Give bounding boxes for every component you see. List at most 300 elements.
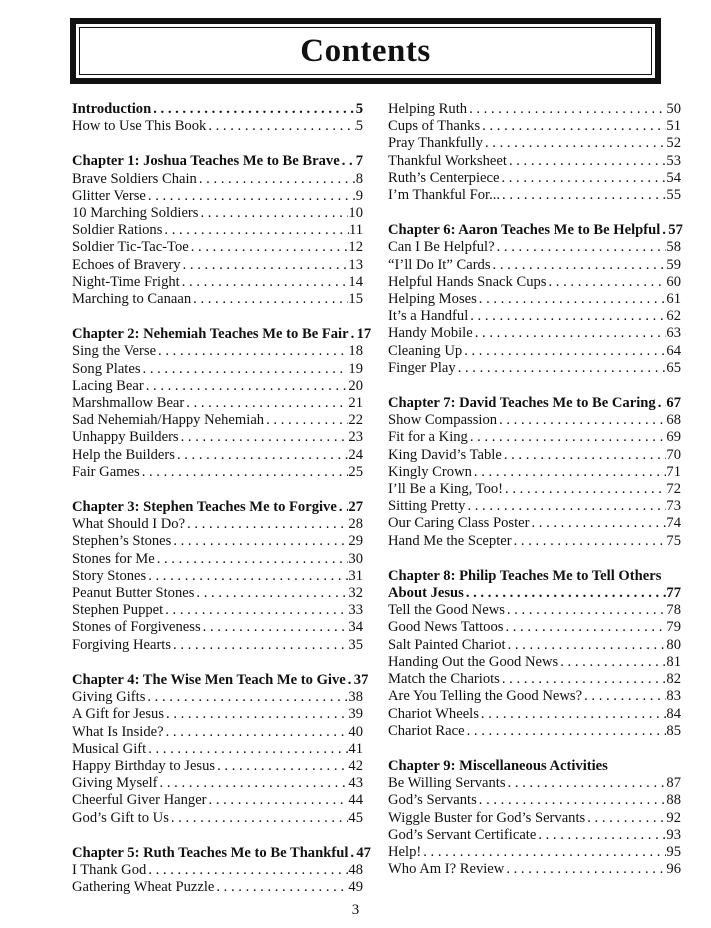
dot-leader bbox=[145, 689, 348, 706]
toc-entry bbox=[388, 325, 681, 342]
toc-entry bbox=[388, 101, 681, 118]
entry-page-number: 47 bbox=[356, 844, 371, 861]
entry-title: Who Am I? Review bbox=[388, 861, 505, 878]
entry-page-number: 10 bbox=[348, 205, 363, 222]
toc-entry bbox=[72, 862, 363, 879]
dot-leader bbox=[141, 361, 349, 378]
entry-title: Hand Me the Scepter bbox=[388, 532, 512, 549]
dot-leader bbox=[194, 585, 348, 602]
entry-title: I’m Thankful For... bbox=[388, 187, 501, 204]
entry-title: Helpful Hands Snack Cups bbox=[388, 273, 547, 290]
toc-entry bbox=[388, 844, 681, 861]
dot-leader bbox=[151, 101, 355, 118]
dot-leader bbox=[349, 326, 357, 343]
toc-entry bbox=[72, 343, 363, 360]
entry-title: Chapter 2: Nehemiah Teaches Me to Be Fair bbox=[72, 326, 349, 343]
toc-entry bbox=[72, 533, 363, 550]
entry-title: Sad Nehemiah/Happy Nehemiah bbox=[72, 412, 265, 429]
entry-title: Help! bbox=[388, 843, 422, 860]
dot-leader bbox=[164, 724, 349, 741]
dot-leader bbox=[181, 257, 349, 274]
entry-page-number: 62 bbox=[666, 308, 681, 325]
entry-page-number: 92 bbox=[666, 809, 681, 826]
entry-page-number: 87 bbox=[666, 775, 681, 792]
entry-title: Our Caring Class Poster bbox=[388, 515, 530, 532]
chapter-heading: Chapter 9: Miscellaneous Activities bbox=[388, 757, 608, 774]
entry-title: About Jesus bbox=[388, 585, 464, 602]
toc-entry bbox=[388, 464, 681, 481]
dot-leader bbox=[456, 360, 667, 377]
toc-entry bbox=[72, 706, 363, 723]
entry-page-number: 60 bbox=[666, 273, 681, 290]
entry-page-number: 31 bbox=[348, 567, 363, 584]
entry-title: God’s Servants bbox=[388, 792, 477, 809]
entry-title: God’s Servant Certificate bbox=[388, 826, 537, 843]
entry-page-number: 12 bbox=[348, 239, 363, 256]
entry-page-number: 82 bbox=[666, 671, 681, 688]
toc-entry bbox=[388, 688, 681, 705]
entry-page-number: 30 bbox=[348, 550, 363, 567]
entry-page-number: 37 bbox=[353, 671, 369, 688]
dot-leader bbox=[185, 516, 348, 533]
toc-section bbox=[72, 101, 363, 135]
title-box bbox=[70, 18, 661, 84]
toc-section bbox=[72, 499, 363, 654]
entry-title: Introduction bbox=[72, 101, 152, 117]
entry-page-number: 21 bbox=[348, 395, 363, 412]
dot-leader bbox=[468, 429, 667, 446]
toc-entry bbox=[388, 498, 681, 515]
entry-page-number: 45 bbox=[348, 809, 363, 826]
toc-entry bbox=[388, 447, 681, 464]
entry-page-number: 83 bbox=[666, 688, 681, 705]
toc-entry bbox=[388, 153, 681, 170]
dot-leader bbox=[464, 585, 667, 602]
toc-section bbox=[72, 844, 371, 897]
toc-entry bbox=[72, 464, 363, 481]
entry-page-number: 93 bbox=[666, 826, 681, 843]
toc-entry bbox=[72, 516, 363, 533]
dot-leader bbox=[477, 291, 667, 308]
entry-page-number: 64 bbox=[666, 342, 681, 359]
entry-title: Marshmallow Bear bbox=[72, 395, 185, 412]
dot-leader bbox=[502, 447, 667, 464]
dot-leader bbox=[191, 291, 348, 308]
toc-entry bbox=[72, 792, 363, 809]
entry-page-number: 13 bbox=[348, 256, 363, 273]
entry-title: Marching to Canaan bbox=[72, 291, 192, 308]
entry-page-number: 53 bbox=[666, 152, 681, 169]
entry-title: Show Compassion bbox=[388, 412, 498, 429]
entry-title: King David’s Table bbox=[388, 446, 502, 463]
toc-entry bbox=[388, 187, 681, 204]
entry-title: Stones for Me bbox=[72, 550, 155, 567]
entry-title: Are You Telling the Good News? bbox=[388, 688, 583, 705]
toc-entry bbox=[72, 775, 363, 792]
toc-entry bbox=[388, 723, 681, 740]
dot-leader bbox=[184, 395, 348, 412]
entry-page-number: 88 bbox=[666, 792, 681, 809]
entry-page-number: 69 bbox=[666, 429, 681, 446]
dot-leader bbox=[207, 792, 349, 809]
entry-page-number: 43 bbox=[348, 775, 363, 792]
toc-entry bbox=[72, 205, 363, 222]
toc-entry bbox=[388, 135, 681, 152]
dot-leader bbox=[340, 153, 356, 170]
entry-title: Gathering Wheat Puzzle bbox=[72, 879, 215, 896]
toc-section bbox=[388, 222, 681, 377]
entry-page-number: 71 bbox=[666, 463, 681, 480]
chapter-entry bbox=[72, 153, 363, 170]
toc-entry bbox=[388, 481, 681, 498]
dot-leader bbox=[146, 862, 348, 879]
toc-section bbox=[388, 758, 681, 878]
toc-entry bbox=[72, 257, 363, 274]
entry-title: Sitting Pretty bbox=[388, 498, 466, 515]
dot-leader bbox=[164, 706, 348, 723]
toc-left-column bbox=[72, 101, 372, 914]
toc-entry bbox=[388, 654, 681, 671]
toc-entry bbox=[72, 378, 363, 395]
toc-entry bbox=[72, 551, 363, 568]
entry-page-number: 67 bbox=[666, 395, 681, 412]
dot-leader bbox=[264, 412, 348, 429]
dot-leader bbox=[558, 654, 666, 671]
entry-page-number: 34 bbox=[348, 619, 363, 636]
toc-entry bbox=[72, 429, 363, 446]
chapter-heading: Chapter 8: Philip Teaches Me to Tell Others bbox=[388, 567, 662, 584]
entry-page-number: 58 bbox=[666, 239, 681, 256]
entry-title: Stones of Forgiveness bbox=[72, 619, 201, 636]
chapter-entry bbox=[388, 585, 681, 602]
entry-title: Unhappy Builders bbox=[72, 429, 179, 446]
entry-title: What Is Inside? bbox=[72, 723, 164, 740]
entry-title: Helping Moses bbox=[388, 291, 477, 308]
dot-leader bbox=[656, 395, 667, 412]
entry-page-number: 63 bbox=[666, 325, 681, 342]
toc-section bbox=[388, 395, 681, 550]
toc-section bbox=[72, 671, 369, 827]
toc-entry bbox=[72, 118, 363, 135]
toc-entry bbox=[388, 257, 681, 274]
entry-page-number: 35 bbox=[348, 636, 363, 653]
entry-title: Stephen’s Stones bbox=[72, 533, 172, 550]
toc-entry bbox=[388, 429, 681, 446]
entry-page-number: 85 bbox=[666, 722, 681, 739]
dot-leader bbox=[512, 533, 667, 550]
toc-entry bbox=[72, 188, 363, 205]
toc-entry bbox=[72, 568, 363, 585]
toc-section bbox=[72, 326, 372, 481]
entry-title: Chariot Wheels bbox=[388, 705, 479, 722]
toc-entry bbox=[72, 879, 363, 896]
toc-entry bbox=[388, 360, 681, 377]
toc-entry bbox=[72, 239, 363, 256]
entry-title: I’ll Be a King, Too! bbox=[388, 481, 504, 498]
toc-entry bbox=[72, 395, 363, 412]
dot-leader bbox=[189, 239, 349, 256]
dot-leader bbox=[346, 672, 354, 689]
toc-entry bbox=[72, 274, 363, 291]
page-number: 3 bbox=[351, 902, 360, 918]
toc-entry bbox=[72, 602, 363, 619]
entry-title: Fit for a King bbox=[388, 429, 468, 446]
entry-title: God’s Gift to Us bbox=[72, 809, 169, 826]
entry-title: Tell the Good News bbox=[388, 602, 505, 619]
toc-entry bbox=[388, 810, 681, 827]
dot-leader bbox=[472, 464, 666, 481]
entry-page-number: 65 bbox=[666, 359, 681, 376]
entry-page-number: 8 bbox=[355, 170, 363, 187]
dot-leader bbox=[163, 602, 348, 619]
toc-section bbox=[388, 568, 681, 740]
dot-leader bbox=[547, 274, 667, 291]
dot-leader bbox=[503, 481, 666, 498]
entry-page-number: 73 bbox=[666, 498, 681, 515]
dot-leader bbox=[144, 378, 349, 395]
dot-leader bbox=[201, 619, 349, 636]
entry-page-number: 57 bbox=[668, 222, 683, 239]
entry-page-number: 41 bbox=[348, 740, 363, 757]
entry-title: 10 Marching Soldiers bbox=[72, 205, 199, 222]
dot-leader bbox=[468, 308, 666, 325]
entry-page-number: 24 bbox=[348, 446, 363, 463]
entry-title: Cleaning Up bbox=[388, 342, 463, 359]
entry-title: Chapter 5: Ruth Teaches Me to Be Thankful bbox=[72, 844, 349, 861]
dot-leader bbox=[421, 844, 666, 861]
dot-leader bbox=[467, 101, 666, 118]
entry-page-number: 23 bbox=[348, 429, 363, 446]
toc-entry bbox=[72, 741, 363, 758]
toc-entry bbox=[72, 447, 363, 464]
entry-title: I Thank God bbox=[72, 861, 147, 878]
toc-entry bbox=[72, 585, 363, 602]
toc-section bbox=[72, 153, 363, 308]
dot-leader bbox=[582, 688, 666, 705]
entry-title: Forgiving Hearts bbox=[72, 636, 172, 653]
entry-page-number: 49 bbox=[348, 879, 363, 896]
chapter-entry bbox=[72, 499, 363, 516]
entry-page-number: 81 bbox=[666, 653, 681, 670]
dot-leader bbox=[198, 205, 348, 222]
entry-title: Giving Myself bbox=[72, 775, 158, 792]
toc-section bbox=[388, 101, 681, 204]
entry-title: Good News Tattoos bbox=[388, 619, 504, 636]
toc-entry bbox=[72, 724, 363, 741]
entry-page-number: 40 bbox=[348, 723, 363, 740]
entry-title: Story Stones bbox=[72, 567, 147, 584]
entry-title: How to Use This Book bbox=[72, 118, 207, 135]
entry-page-number: 7 bbox=[355, 153, 363, 170]
entry-page-number: 68 bbox=[666, 412, 681, 429]
entry-title: Stephen Puppet bbox=[72, 602, 164, 619]
toc-entry bbox=[388, 533, 681, 550]
dot-leader bbox=[483, 135, 666, 152]
entry-title: Giving Gifts bbox=[72, 689, 146, 706]
dot-leader bbox=[465, 498, 666, 515]
toc-entry bbox=[388, 291, 681, 308]
dot-leader bbox=[337, 499, 349, 516]
entry-title: Chapter 7: David Teaches Me to Be Caring bbox=[388, 395, 656, 412]
entry-title: Lacing Bear bbox=[72, 377, 144, 394]
entry-title: Soldier Tic-Tac-Toe bbox=[72, 239, 189, 256]
entry-title: Salt Painted Chariot bbox=[388, 636, 506, 653]
toc-entry bbox=[388, 602, 681, 619]
entry-page-number: 39 bbox=[348, 706, 363, 723]
entry-page-number: 32 bbox=[348, 585, 363, 602]
toc-entry bbox=[388, 118, 681, 135]
entry-title: Musical Gift bbox=[72, 740, 147, 757]
entry-page-number: 61 bbox=[666, 291, 681, 308]
toc-right-column bbox=[388, 101, 681, 896]
entry-title: Wiggle Buster for God’s Servants bbox=[388, 809, 586, 826]
entry-page-number: 79 bbox=[666, 619, 681, 636]
entry-title: Echoes of Bravery bbox=[72, 256, 181, 273]
dot-leader bbox=[660, 222, 668, 239]
entry-title: Match the Chariots bbox=[388, 671, 500, 688]
chapter-entry bbox=[388, 222, 681, 239]
toc-entry bbox=[388, 515, 681, 532]
entry-title: A Gift for Jesus bbox=[72, 706, 165, 723]
entry-page-number: 77 bbox=[666, 585, 681, 602]
entry-page-number: 29 bbox=[348, 533, 363, 550]
toc-entry bbox=[72, 810, 363, 827]
entry-title: Finger Play bbox=[388, 359, 456, 376]
dot-leader bbox=[155, 551, 349, 568]
entry-title: Cheerful Giver Hanger bbox=[72, 792, 207, 809]
dot-leader bbox=[506, 637, 667, 654]
entry-page-number: 75 bbox=[666, 532, 681, 549]
toc-entry bbox=[388, 239, 681, 256]
entry-page-number: 74 bbox=[666, 515, 681, 532]
toc-entry bbox=[72, 171, 363, 188]
dot-leader bbox=[480, 118, 666, 135]
entry-page-number: 17 bbox=[356, 326, 372, 343]
dot-leader bbox=[215, 758, 348, 775]
toc-entry bbox=[388, 861, 681, 878]
entry-page-number: 22 bbox=[348, 412, 363, 429]
toc-entry bbox=[388, 412, 681, 429]
dot-leader bbox=[536, 827, 666, 844]
entry-page-number: 5 bbox=[355, 101, 363, 117]
entry-page-number: 28 bbox=[348, 516, 363, 533]
toc-entry bbox=[72, 412, 363, 429]
entry-page-number: 50 bbox=[666, 101, 681, 117]
entry-title: Brave Soldiers Chain bbox=[72, 170, 197, 187]
dot-leader bbox=[479, 706, 666, 723]
dot-leader bbox=[348, 845, 356, 862]
toc-entry bbox=[72, 361, 363, 378]
dot-leader bbox=[473, 325, 667, 342]
dot-leader bbox=[171, 533, 348, 550]
dot-leader bbox=[462, 343, 666, 360]
entry-page-number: 19 bbox=[348, 360, 363, 377]
entry-title: Handing Out the Good News bbox=[388, 653, 559, 670]
entry-page-number: 18 bbox=[348, 343, 363, 360]
entry-title: Ruth’s Centerpiece bbox=[388, 169, 500, 186]
dot-leader bbox=[140, 464, 349, 481]
chapter-entry bbox=[72, 101, 363, 118]
entry-title: Kingly Crown bbox=[388, 463, 472, 480]
entry-page-number: 54 bbox=[666, 169, 681, 186]
dot-leader bbox=[503, 619, 666, 636]
dot-leader bbox=[156, 343, 348, 360]
dot-leader bbox=[506, 775, 667, 792]
entry-title: Help the Builders bbox=[72, 446, 175, 463]
entry-page-number: 51 bbox=[666, 118, 681, 135]
dot-leader bbox=[500, 671, 667, 688]
dot-leader bbox=[162, 222, 349, 239]
entry-page-number: 14 bbox=[348, 273, 363, 290]
dot-leader bbox=[197, 171, 356, 188]
entry-title: Pray Thankfully bbox=[388, 135, 483, 152]
dot-leader bbox=[169, 810, 349, 827]
dot-leader bbox=[171, 637, 348, 654]
dot-leader bbox=[500, 187, 666, 204]
entry-page-number: 72 bbox=[666, 481, 681, 498]
entry-title: Chapter 1: Joshua Teaches Me to Be Brave bbox=[72, 153, 340, 170]
toc-entry bbox=[388, 619, 681, 636]
entry-page-number: 44 bbox=[348, 792, 363, 809]
entry-page-number: 38 bbox=[348, 689, 363, 706]
entry-title: Be Willing Servants bbox=[388, 775, 506, 792]
toc-entry bbox=[72, 619, 363, 636]
entry-title: Handy Mobile bbox=[388, 325, 473, 342]
entry-page-number: 84 bbox=[666, 705, 681, 722]
entry-page-number: 52 bbox=[666, 135, 681, 152]
entry-page-number: 42 bbox=[348, 757, 363, 774]
entry-title: Peanut Butter Stones bbox=[72, 585, 195, 602]
entry-title: Chapter 3: Stephen Teaches Me to Forgive bbox=[72, 499, 337, 516]
chapter-entry bbox=[388, 395, 681, 412]
entry-title: Chapter 6: Aaron Teaches Me to Be Helpful bbox=[388, 222, 661, 239]
entry-page-number: 70 bbox=[666, 446, 681, 463]
dot-leader bbox=[465, 723, 667, 740]
entry-page-number: 95 bbox=[666, 843, 681, 860]
toc-entry bbox=[72, 291, 363, 308]
entry-page-number: 11 bbox=[348, 222, 363, 239]
dot-leader bbox=[146, 568, 348, 585]
toc-entry bbox=[388, 827, 681, 844]
dot-leader bbox=[206, 118, 355, 135]
toc-entry bbox=[388, 671, 681, 688]
toc-entry bbox=[72, 689, 363, 706]
entry-title: What Should I Do? bbox=[72, 516, 186, 533]
entry-page-number: 80 bbox=[666, 636, 681, 653]
entry-title: Glitter Verse bbox=[72, 187, 146, 204]
dot-leader bbox=[214, 879, 348, 896]
toc-entry bbox=[388, 343, 681, 360]
dot-leader bbox=[499, 170, 666, 187]
dot-leader bbox=[491, 257, 667, 274]
toc-entry bbox=[72, 222, 363, 239]
entry-page-number: 33 bbox=[348, 602, 363, 619]
dot-leader bbox=[585, 810, 666, 827]
entry-page-number: 9 bbox=[355, 187, 363, 204]
dot-leader bbox=[175, 447, 348, 464]
entry-title: Helping Ruth bbox=[388, 101, 468, 117]
dot-leader bbox=[495, 239, 667, 256]
toc-entry bbox=[388, 775, 681, 792]
dot-leader bbox=[505, 602, 666, 619]
dot-leader bbox=[179, 429, 349, 446]
chapter-entry bbox=[72, 844, 371, 862]
entry-title: Happy Birthday to Jesus bbox=[72, 757, 216, 774]
dot-leader bbox=[146, 188, 356, 205]
toc-entry bbox=[388, 274, 681, 291]
toc-entry bbox=[388, 637, 681, 654]
page-title: Contents bbox=[300, 32, 431, 69]
